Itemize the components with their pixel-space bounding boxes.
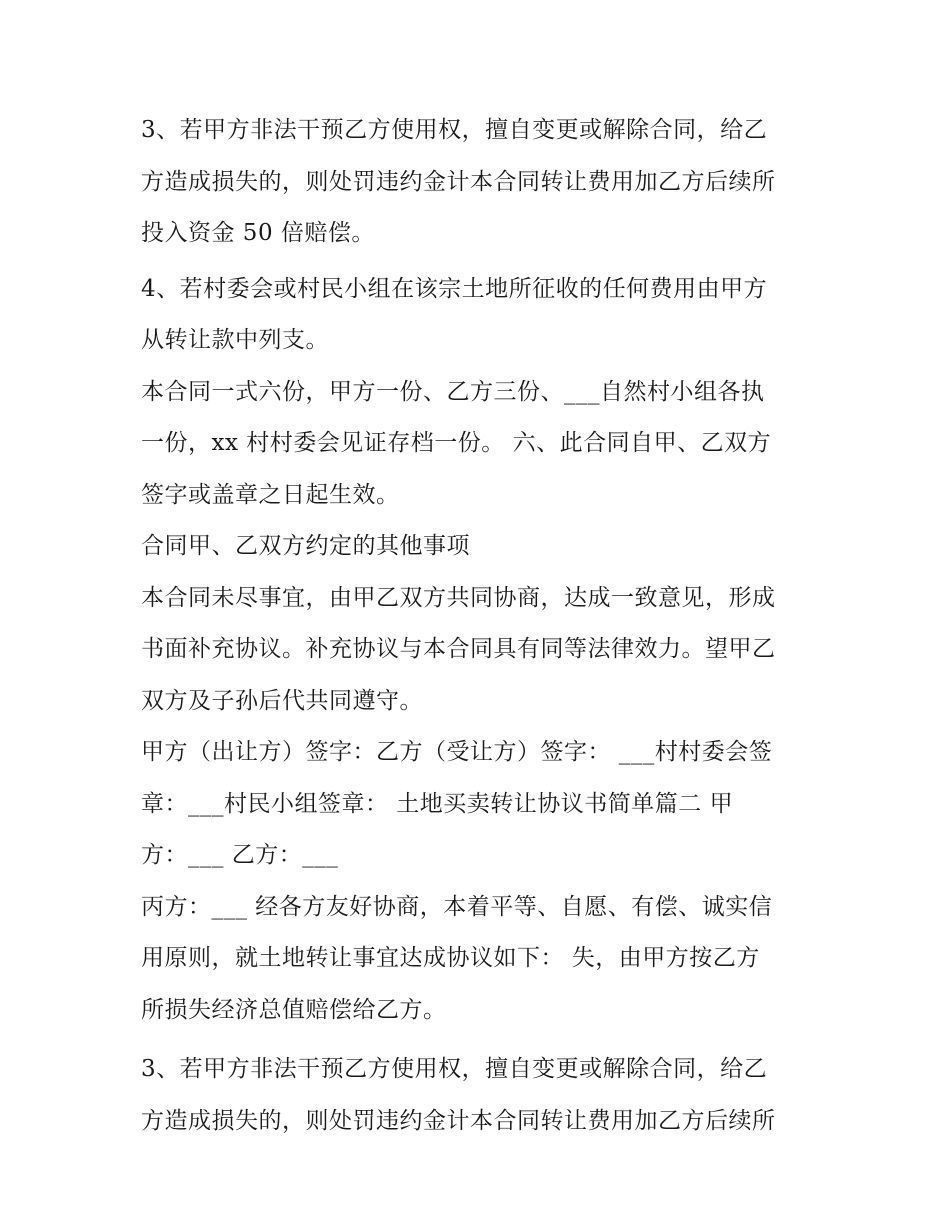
- text-line: 投入资金 50 倍赔偿。: [141, 220, 375, 246]
- paragraph-signatures: [141, 727, 821, 882]
- paragraph-clause-4: [141, 264, 821, 367]
- paragraph-supplementary-agreement: [141, 573, 821, 728]
- document-body: [141, 105, 821, 1147]
- text-line: 丙方：___ 经各方友好协商，本着平等、自愿、有偿、诚实信: [141, 893, 773, 920]
- text-line: 方造成损失的，则处罚违约金计本合同转让费用加乙方后续所: [141, 168, 776, 195]
- text-line: 4、若村委会或村民小组在该宗土地所征收的任何费用由甲方: [141, 275, 768, 302]
- text-line: 3、若甲方非法干预乙方使用权，擅自变更或解除合同，给乙: [141, 117, 768, 143]
- text-line: 本合同一式六份，甲方一份、乙方三份、___自然村小组各执: [141, 378, 765, 405]
- paragraph-clause-3: [141, 105, 821, 260]
- paragraph-party-c: [141, 882, 821, 1037]
- text-line: 章：___村民小组签章： 土地买卖转让协议书简单篇二 甲: [141, 790, 734, 817]
- paragraph-clause-3-repeat: [141, 1044, 821, 1147]
- text-line: 书面补充协议。补充协议与本合同具有同等法律效力。望甲乙: [141, 636, 776, 662]
- text-line: 3、若甲方非法干预乙方使用权，擅自变更或解除合同，给乙: [141, 1056, 768, 1082]
- text-line: 合同甲、乙双方约定的其他事项: [141, 533, 470, 559]
- text-line: 从转让款中列支。: [141, 327, 329, 353]
- text-line: 甲方（出让方）签字：乙方（受让方）签字： ___村村委会签: [141, 739, 773, 765]
- text-line: 所损失经济总值赔偿给乙方。: [141, 996, 447, 1023]
- text-line: 一份，xx 村村委会见证存档一份。 六、此合同自甲、乙双方: [141, 430, 772, 456]
- text-line: 用原则，就土地转让事宜达成协议如下： 失，由甲方按乙方: [141, 945, 760, 971]
- text-line: 双方及子孙后代共同遵守。: [141, 687, 423, 714]
- text-line: 本合同未尽事宜，由甲乙双方共同协商，达成一致意见，形成: [141, 584, 776, 611]
- paragraph-other-matters-heading: [141, 521, 821, 573]
- paragraph-copies-and-effect: [141, 367, 821, 522]
- text-line: 方造成损失的，则处罚违约金计本合同转让费用加乙方后续所: [141, 1107, 776, 1134]
- text-line: 方：___ 乙方：___: [141, 842, 339, 868]
- text-line: 签字或盖章之日起生效。: [141, 481, 400, 508]
